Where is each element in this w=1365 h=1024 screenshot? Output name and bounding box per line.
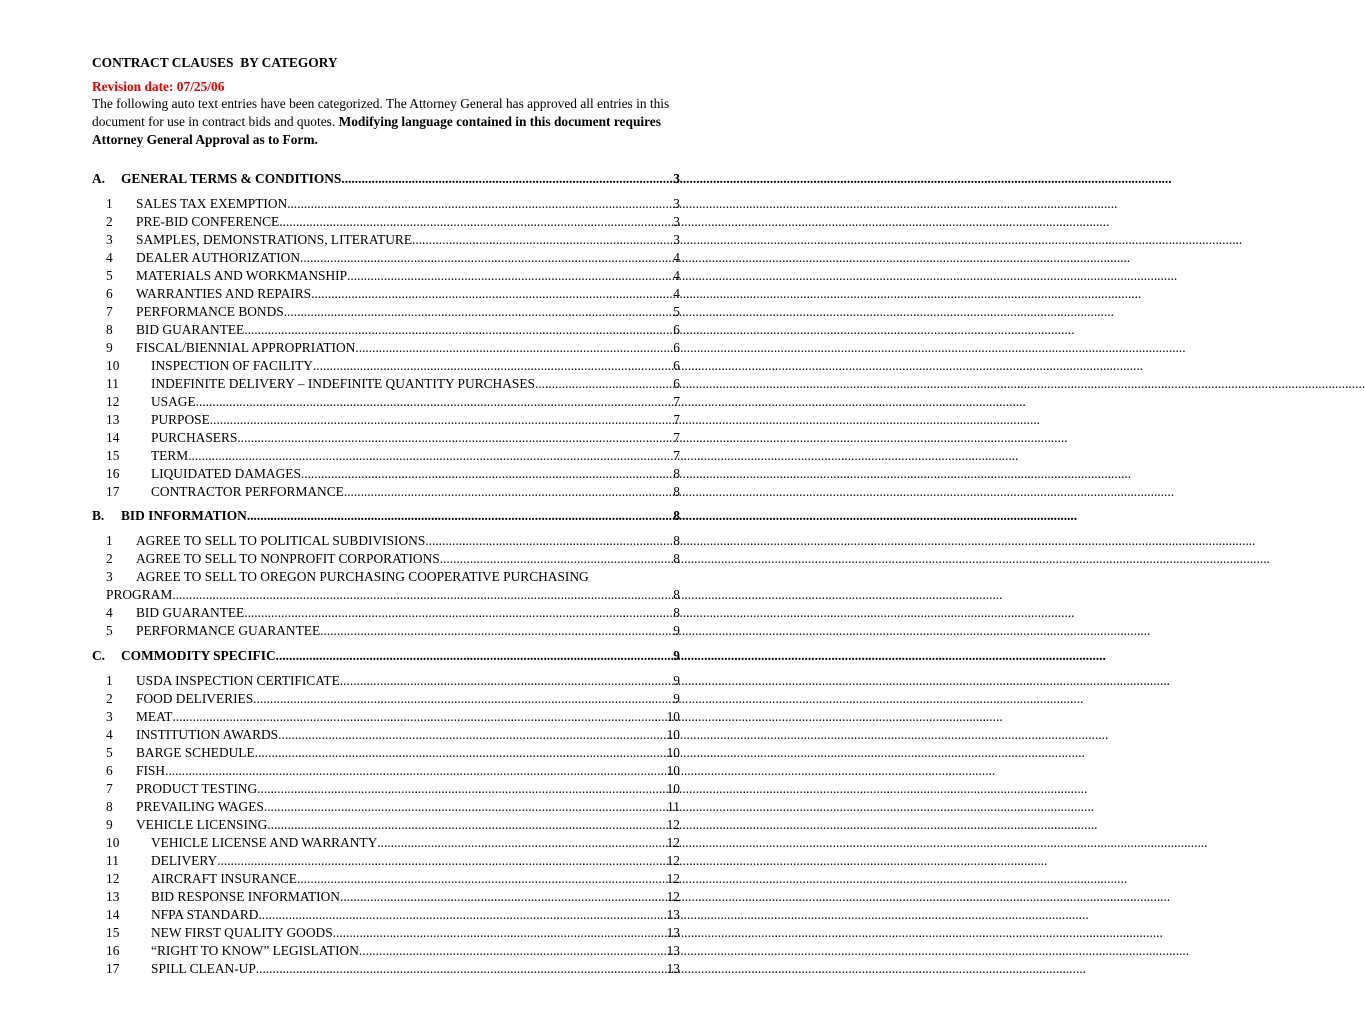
item-page: 8 bbox=[673, 533, 680, 548]
toc-item-a-1[interactable] bbox=[106, 195, 680, 213]
leader-dots bbox=[287, 195, 673, 213]
leader-dots bbox=[425, 532, 673, 550]
item-number: 15 bbox=[106, 925, 120, 940]
section-page: 9 bbox=[673, 648, 680, 663]
leader-dots bbox=[535, 375, 673, 393]
item-label: AGREE TO SELL TO NONPROFIT CORPORATIONS bbox=[136, 551, 440, 566]
item-label: FISH bbox=[136, 763, 166, 778]
item-label: MEAT bbox=[136, 709, 173, 724]
toc-item-c-15[interactable] bbox=[106, 924, 680, 942]
item-number: 5 bbox=[106, 268, 113, 283]
leader-dots bbox=[300, 249, 673, 267]
item-label: “RIGHT TO KNOW” LEGISLATION bbox=[151, 943, 359, 958]
item-label: TERM bbox=[151, 448, 189, 463]
toc-item-c-17[interactable] bbox=[106, 960, 680, 978]
item-number: 9 bbox=[106, 817, 113, 832]
item-label: AGREE TO SELL TO OREGON PURCHASING COOPERATIVE PURCHASING bbox=[136, 569, 589, 584]
item-page: 8 bbox=[673, 605, 680, 620]
toc-item-b-5[interactable] bbox=[106, 622, 680, 640]
item-number: 6 bbox=[106, 763, 113, 778]
leader-dots bbox=[165, 762, 667, 780]
item-label: SPILL CLEAN-UP bbox=[151, 961, 256, 976]
toc-item-c-9[interactable] bbox=[106, 816, 680, 834]
leader-dots bbox=[264, 798, 667, 816]
leader-dots bbox=[258, 906, 666, 924]
leader-dots bbox=[355, 339, 673, 357]
item-number: 10 bbox=[106, 358, 120, 373]
leader-dots bbox=[188, 447, 673, 465]
item-page: 5 bbox=[673, 304, 680, 319]
item-page: 10 bbox=[666, 763, 680, 778]
item-page: 4 bbox=[673, 286, 680, 301]
item-page: 13 bbox=[666, 925, 680, 940]
leader-dots bbox=[340, 888, 667, 906]
toc-item-a-14[interactable] bbox=[106, 429, 680, 447]
toc-item-a-5[interactable] bbox=[106, 267, 680, 285]
item-label: AGREE TO SELL TO POLITICAL SUBDIVISIONS bbox=[136, 533, 426, 548]
item-page: 11 bbox=[667, 799, 680, 814]
toc-item-a-13[interactable] bbox=[106, 411, 680, 429]
item-page: 9 bbox=[673, 691, 680, 706]
item-page: 3 bbox=[673, 196, 680, 211]
item-number: 11 bbox=[106, 376, 119, 391]
item-page: 6 bbox=[673, 340, 680, 355]
item-number: 10 bbox=[106, 835, 120, 850]
toc-item-a-2[interactable] bbox=[106, 213, 680, 231]
item-page: 12 bbox=[666, 853, 680, 868]
leader-dots bbox=[440, 550, 674, 568]
leader-dots bbox=[244, 604, 673, 622]
item-number: 17 bbox=[106, 484, 120, 499]
leader-dots bbox=[217, 852, 666, 870]
toc-item-a-17[interactable] bbox=[106, 483, 680, 501]
item-number: 7 bbox=[106, 781, 113, 796]
intro-bold-text: Modifying language contained in this document requires Attorney General Approval as to Form. bbox=[92, 114, 661, 147]
leader-dots bbox=[210, 411, 674, 429]
toc-item-c-3[interactable] bbox=[106, 708, 680, 726]
toc-section-a[interactable] bbox=[92, 170, 680, 188]
item-label: SALES TAX EXEMPTION bbox=[136, 196, 288, 211]
item-page: 9 bbox=[673, 623, 680, 638]
item-page: 3 bbox=[673, 214, 680, 229]
item-label: BID RESPONSE INFORMATION bbox=[151, 889, 340, 904]
leader-dots bbox=[340, 672, 674, 690]
item-label: CONTRACTOR PERFORMANCE bbox=[151, 484, 344, 499]
item-number: 4 bbox=[106, 250, 113, 265]
item-page: 9 bbox=[673, 673, 680, 688]
item-number: 6 bbox=[106, 286, 113, 301]
leader-dots bbox=[255, 744, 667, 762]
toc-item-a-16[interactable] bbox=[106, 465, 680, 483]
leader-dots bbox=[347, 267, 673, 285]
item-page: 6 bbox=[673, 358, 680, 373]
leader-dots bbox=[279, 213, 673, 231]
leader-dots bbox=[377, 834, 666, 852]
item-page: 8 bbox=[673, 551, 680, 566]
leader-dots bbox=[311, 285, 673, 303]
leader-dots bbox=[284, 303, 674, 321]
item-number: 1 bbox=[106, 673, 113, 688]
item-page: 7 bbox=[673, 430, 680, 445]
item-number: 15 bbox=[106, 448, 120, 463]
toc-item-c-14[interactable] bbox=[106, 906, 680, 924]
toc-section-b[interactable] bbox=[92, 507, 680, 525]
item-label: BARGE SCHEDULE bbox=[136, 745, 255, 760]
leader-dots bbox=[320, 622, 673, 640]
item-page: 12 bbox=[666, 817, 680, 832]
item-label: WARRANTIES AND REPAIRS bbox=[136, 286, 312, 301]
item-page: 6 bbox=[673, 322, 680, 337]
leader-dots bbox=[359, 942, 667, 960]
toc-item-c-12[interactable] bbox=[106, 870, 680, 888]
section-label: COMMODITY SPECIFIC bbox=[121, 648, 276, 663]
toc-section-c[interactable] bbox=[92, 647, 680, 665]
leader-dots bbox=[172, 708, 666, 726]
section-letter: A. bbox=[92, 171, 106, 186]
leader-dots bbox=[341, 170, 673, 188]
item-label: FOOD DELIVERIES bbox=[136, 691, 254, 706]
section-page: 8 bbox=[673, 508, 680, 523]
item-label: PERFORMANCE GUARANTEE bbox=[136, 623, 321, 638]
toc-item-a-4[interactable] bbox=[106, 249, 680, 267]
item-number: 4 bbox=[106, 727, 113, 742]
item-number: 2 bbox=[106, 551, 113, 566]
toc-item-b-3[interactable] bbox=[106, 568, 680, 586]
item-label: VEHICLE LICENSING bbox=[136, 817, 268, 832]
item-number: 13 bbox=[106, 412, 120, 427]
leader-dots bbox=[344, 483, 673, 501]
toc-item-c-10[interactable] bbox=[106, 834, 680, 852]
toc-item-c-8[interactable] bbox=[106, 798, 680, 816]
leader-dots bbox=[412, 231, 673, 249]
item-number: 3 bbox=[106, 569, 113, 584]
toc-item-a-12[interactable] bbox=[106, 393, 680, 411]
leader-dots bbox=[253, 690, 673, 708]
item-number: 2 bbox=[106, 214, 113, 229]
leader-dots bbox=[278, 726, 666, 744]
item-number: 7 bbox=[106, 304, 113, 319]
item-page: 13 bbox=[666, 943, 680, 958]
section-letter: C. bbox=[92, 648, 106, 663]
leader-dots bbox=[276, 647, 674, 665]
item-number: 3 bbox=[106, 232, 113, 247]
leader-dots bbox=[256, 960, 667, 978]
item-page: 12 bbox=[666, 889, 680, 904]
item-page: 8 bbox=[673, 587, 680, 602]
item-page: 3 bbox=[673, 232, 680, 247]
item-label: PREVAILING WAGES bbox=[136, 799, 264, 814]
intro-plain-text: The following auto text entries have been categorized. The Attorney General has approved all entries in this document for use in contract bids and quotes. bbox=[92, 96, 670, 129]
item-label: DEALER AUTHORIZATION bbox=[136, 250, 301, 265]
item-label: INSPECTION OF FACILITY bbox=[151, 358, 313, 373]
revision-date: Revision date: 07/25/06 bbox=[92, 79, 225, 94]
leader-dots bbox=[247, 507, 673, 525]
toc-item-c-4[interactable] bbox=[106, 726, 680, 744]
toc-item-a-11[interactable] bbox=[106, 375, 680, 393]
item-number: 4 bbox=[106, 605, 113, 620]
leader-dots bbox=[237, 429, 673, 447]
item-page: 10 bbox=[666, 727, 680, 742]
item-number: 8 bbox=[106, 799, 113, 814]
item-number: 5 bbox=[106, 745, 113, 760]
item-number: 14 bbox=[106, 907, 120, 922]
section-letter: B. bbox=[92, 508, 105, 523]
item-label: VEHICLE LICENSE AND WARRANTY bbox=[151, 835, 378, 850]
toc-item-c-16[interactable] bbox=[106, 942, 680, 960]
intro-paragraph bbox=[92, 95, 682, 149]
item-page: 12 bbox=[666, 835, 680, 850]
item-page: 13 bbox=[666, 961, 680, 976]
toc-item-a-6[interactable] bbox=[106, 285, 680, 303]
toc-item-a-8[interactable] bbox=[106, 321, 680, 339]
toc-item-a-10[interactable] bbox=[106, 357, 680, 375]
item-label: AIRCRAFT INSURANCE bbox=[151, 871, 297, 886]
item-label: PURPOSE bbox=[151, 412, 210, 427]
item-number: 12 bbox=[106, 871, 120, 886]
toc-item-c-13[interactable] bbox=[106, 888, 680, 906]
item-label: USDA INSPECTION CERTIFICATE bbox=[136, 673, 340, 688]
item-page: 6 bbox=[673, 376, 680, 391]
item-page: 12 bbox=[666, 871, 680, 886]
item-number: 1 bbox=[106, 533, 113, 548]
item-label: NFPA STANDARD bbox=[151, 907, 259, 922]
item-page: 7 bbox=[673, 412, 680, 427]
item-number: 16 bbox=[106, 943, 120, 958]
leader-dots bbox=[313, 357, 673, 375]
leader-dots bbox=[333, 924, 667, 942]
item-number: 8 bbox=[106, 322, 113, 337]
item-number: 3 bbox=[106, 709, 113, 724]
item-page: 10 bbox=[666, 745, 680, 760]
item-page: 7 bbox=[673, 394, 680, 409]
item-label: PURCHASERS bbox=[151, 430, 238, 445]
item-label: BID GUARANTEE bbox=[136, 322, 245, 337]
item-label: PRE-BID CONFERENCE bbox=[136, 214, 280, 229]
item-number: 1 bbox=[106, 196, 113, 211]
item-page: 10 bbox=[666, 709, 680, 724]
section-label: BID INFORMATION bbox=[121, 508, 247, 523]
toc-item-a-3[interactable] bbox=[106, 231, 680, 249]
leader-dots bbox=[196, 393, 674, 411]
item-page: 7 bbox=[673, 448, 680, 463]
item-number: 5 bbox=[106, 623, 113, 638]
document-title: CONTRACT CLAUSES BY CATEGORY bbox=[92, 55, 338, 70]
item-label: INDEFINITE DELIVERY – INDEFINITE QUANTITY PURCHASES bbox=[151, 376, 535, 391]
toc-item-b-1[interactable] bbox=[106, 532, 680, 550]
toc-item-a-7[interactable] bbox=[106, 303, 680, 321]
toc-item-b-4[interactable] bbox=[106, 604, 680, 622]
item-number: 12 bbox=[106, 394, 120, 409]
leader-dots bbox=[172, 586, 673, 604]
toc-item-c-1[interactable] bbox=[106, 672, 680, 690]
toc-item-c-11[interactable] bbox=[106, 852, 680, 870]
toc-item-b-3-continued[interactable] bbox=[106, 586, 680, 604]
toc-item-c-5[interactable] bbox=[106, 744, 680, 762]
item-label: FISCAL/BIENNIAL APPROPRIATION bbox=[136, 340, 356, 355]
toc-item-a-15[interactable] bbox=[106, 447, 680, 465]
toc-item-c-7[interactable] bbox=[106, 780, 680, 798]
leader-dots bbox=[267, 816, 666, 834]
leader-dots bbox=[301, 465, 673, 483]
item-label: PERFORMANCE BONDS bbox=[136, 304, 284, 319]
item-number: 11 bbox=[106, 853, 119, 868]
item-page: 4 bbox=[673, 250, 680, 265]
item-label: NEW FIRST QUALITY GOODS bbox=[151, 925, 333, 940]
item-page: 8 bbox=[673, 484, 680, 499]
item-page: 8 bbox=[673, 466, 680, 481]
item-number: 16 bbox=[106, 466, 120, 481]
leader-dots bbox=[297, 870, 667, 888]
item-label: MATERIALS AND WORKMANSHIP bbox=[136, 268, 348, 283]
item-page: 4 bbox=[673, 268, 680, 283]
item-label: PRODUCT TESTING bbox=[136, 781, 258, 796]
item-number: 9 bbox=[106, 340, 113, 355]
item-number: 17 bbox=[106, 961, 120, 976]
toc-item-a-9[interactable] bbox=[106, 339, 680, 357]
item-page: 13 bbox=[666, 907, 680, 922]
item-label: INSTITUTION AWARDS bbox=[136, 727, 279, 742]
item-page: 10 bbox=[666, 781, 680, 796]
toc-item-c-6[interactable] bbox=[106, 762, 680, 780]
leader-dots bbox=[244, 321, 673, 339]
section-label: GENERAL TERMS & CONDITIONS bbox=[121, 171, 342, 186]
toc-item-c-2[interactable] bbox=[106, 690, 680, 708]
item-label: USAGE bbox=[151, 394, 196, 409]
section-page: 3 bbox=[673, 171, 680, 186]
toc-item-b-2[interactable] bbox=[106, 550, 680, 568]
item-number: 14 bbox=[106, 430, 120, 445]
item-label-continued: PROGRAM bbox=[106, 587, 173, 602]
leader-dots bbox=[257, 780, 666, 798]
item-label: BID GUARANTEE bbox=[136, 605, 245, 620]
item-number: 13 bbox=[106, 889, 120, 904]
item-label: DELIVERY bbox=[151, 853, 218, 868]
item-number: 2 bbox=[106, 691, 113, 706]
item-label: LIQUIDATED DAMAGES bbox=[151, 466, 301, 481]
item-label: SAMPLES, DEMONSTRATIONS, LITERATURE bbox=[136, 232, 413, 247]
